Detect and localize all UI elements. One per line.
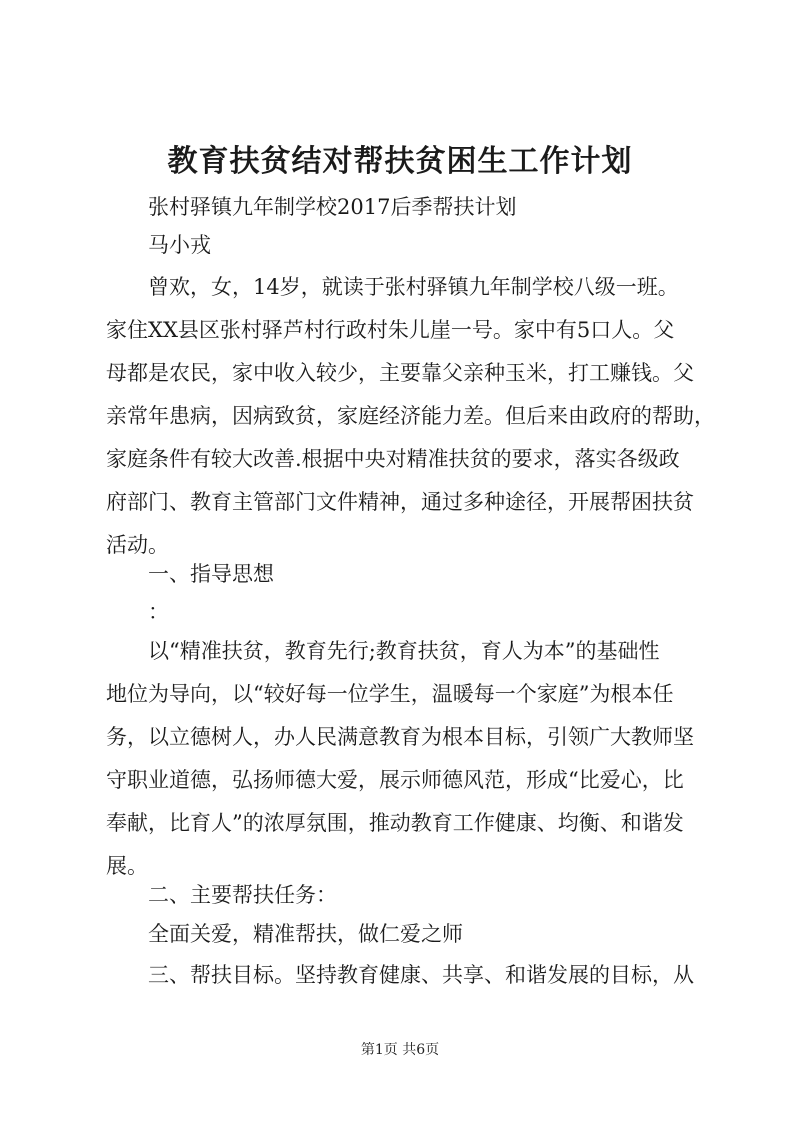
- paragraph-line: 亲常年患病，因病致贫，家庭经济能力差。但后来由政府的帮助，: [106, 404, 715, 428]
- paragraph-line: 母都是农民，家中收入较少，主要靠父亲种玉米，打工赚钱。父: [106, 361, 694, 385]
- paragraph-line: 地位为导向，以“较好每一位学生，温暖每一个家庭”为根本任: [106, 682, 674, 706]
- paragraph-line: 家庭条件有较大改善.根据中央对精准扶贫的要求，落实各级政: [106, 447, 680, 471]
- section-heading: 一、指导思想: [148, 562, 274, 586]
- document-author: 马小戎: [148, 233, 211, 257]
- section-colon: ：: [148, 600, 169, 624]
- paragraph-line: 曾欢，女，14岁，就读于张村驿镇九年制学校八级一班。: [148, 275, 679, 299]
- paragraph-line: 全面关爱，精准帮扶，做仁爱之师: [148, 922, 463, 946]
- paragraph-line: 府部门、教育主管部门文件精神，通过多种途径，开展帮困扶贫: [106, 490, 694, 514]
- page-number: 第1页 共6页: [360, 1042, 440, 1058]
- paragraph-line: 以“精准扶贫，教育先行;教育扶贫，育人为本”的基础性: [148, 639, 660, 663]
- paragraph-line: 务，以立德树人，办人民满意教育为根本目标，引领广大教师坚: [106, 725, 694, 749]
- paragraph-line: 守职业道德，弘扬师德大爱，展示师德风范，形成“比爱心，比: [106, 768, 684, 792]
- paragraph-line: 活动。: [106, 533, 169, 557]
- document-title: 教育扶贫结对帮扶贫困生工作计划: [167, 144, 633, 179]
- paragraph-line: 奉献，比育人”的浓厚氛围，推动教育工作健康、均衡、和谐发: [106, 811, 684, 835]
- document-subtitle: 张村驿镇九年制学校2017后季帮扶计划: [148, 195, 517, 219]
- section-heading: 三、帮扶目标。坚持教育健康、共享、和谐发展的目标，从: [148, 963, 694, 987]
- paragraph-line: 家住XX县区张村驿芦村行政村朱儿崖一号。家中有5口人。父: [106, 318, 675, 342]
- section-heading: 二、主要帮扶任务：: [148, 883, 337, 907]
- paragraph-line: 展。: [106, 854, 148, 878]
